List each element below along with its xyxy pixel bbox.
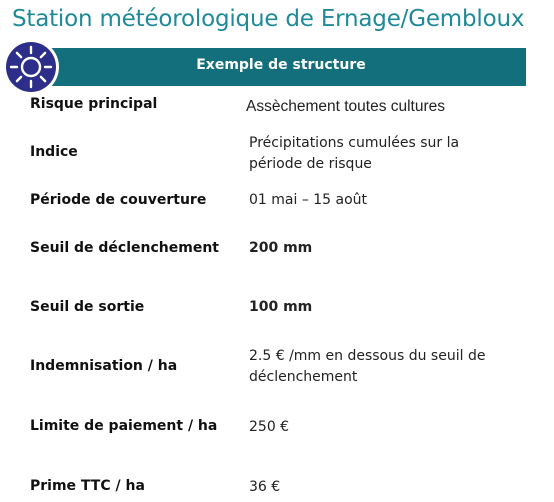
sun-icon — [2, 38, 60, 96]
row-label-risque-principal: Risque principal — [30, 96, 158, 112]
row-label-prime-ttc: Prime TTC / ha — [30, 478, 145, 494]
row-value-indice: Précipitations cumulées sur la période de risque — [249, 135, 460, 172]
row-value-risque-principal: Assèchement toutes cultures — [246, 98, 446, 115]
row-value-seuil-sortie: 100 mm — [249, 299, 313, 315]
row-value-prime-ttc: 36 € — [249, 479, 281, 495]
row-label-periode-couverture: Période de couverture — [30, 192, 207, 208]
row-value-seuil-declenchement: 200 mm — [249, 240, 313, 256]
row-label-indice: Indice — [30, 144, 78, 160]
structure-header-bar — [36, 48, 526, 86]
structure-header-label: Exemple de structure — [196, 57, 366, 73]
row-label-limite-paiement: Limite de paiement / ha — [30, 418, 218, 434]
row-label-indemnisation: Indemnisation / ha — [30, 358, 178, 374]
row-value-indemnisation: 2.5 € /mm en dessous du seuil de déclenchement — [249, 348, 486, 385]
page-title: Station météorologique de Ernage/Gembloux — [12, 6, 525, 32]
row-value-limite-paiement: 250 € — [249, 419, 290, 435]
row-value-periode-couverture: 01 mai – 15 août — [249, 192, 368, 208]
row-label-seuil-sortie: Seuil de sortie — [30, 299, 145, 315]
row-label-seuil-declenchement: Seuil de déclenchement — [30, 240, 219, 256]
